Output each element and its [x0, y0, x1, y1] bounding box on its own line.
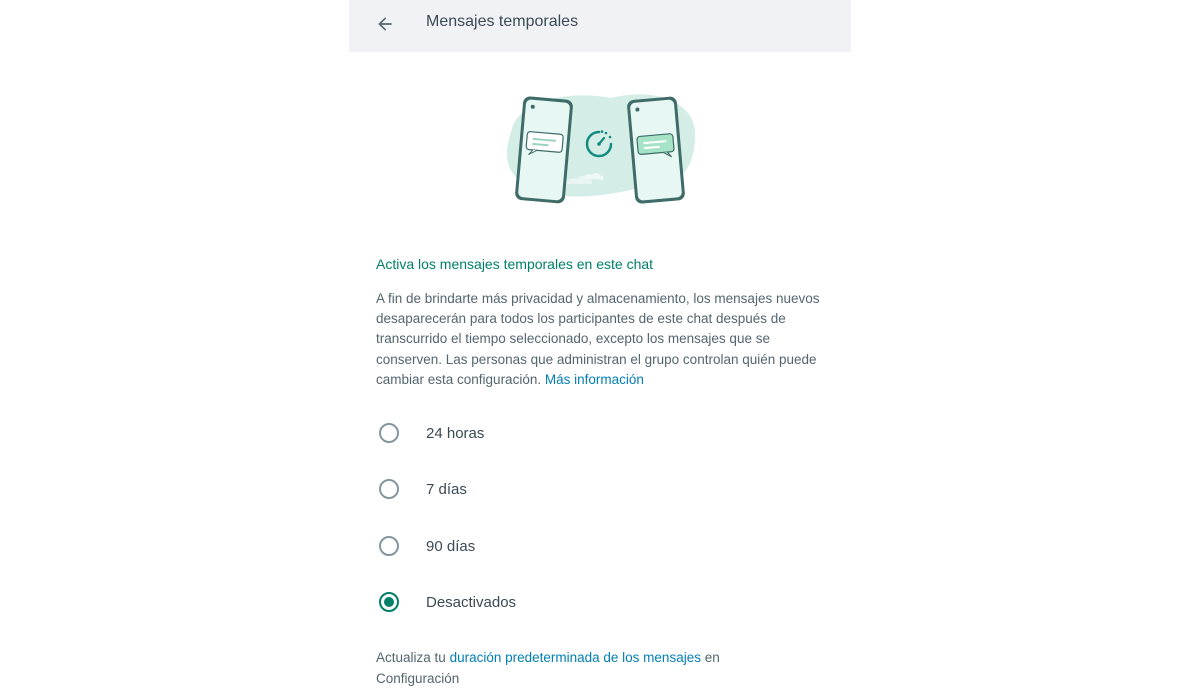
description-body: A fin de brindarte más privacidad y almacenamiento, los mensajes nuevos desaparecerán para todos los participantes de este chat después de transcurrido el tiempo seleccionado, excepto los mensajes que se conserven. Las personas que administran el grupo controlan quién puede cambiar esta configuración.: [376, 291, 820, 387]
page-title: Mensajes temporales: [426, 13, 579, 30]
option-label: Desactivados: [426, 593, 517, 611]
arrow-left-icon: [375, 14, 395, 34]
learn-more-link[interactable]: Más información: [544, 371, 644, 387]
option-label: 90 días: [426, 537, 476, 555]
radio-selected-dot: [384, 597, 394, 607]
disappearing-messages-illustration: [499, 92, 699, 210]
note-prefix: Actualiza tu: [376, 650, 446, 665]
radio-button[interactable]: [379, 536, 399, 556]
option-desactivados[interactable]: [379, 584, 819, 620]
back-button[interactable]: [371, 10, 399, 38]
option-label: 7 días: [426, 480, 467, 498]
section-subtitle: Activa los mensajes temporales en este chat: [376, 256, 654, 272]
disappearing-messages-panel: [349, 0, 851, 700]
radio-button[interactable]: [379, 423, 399, 443]
note-suffix: en Configuración: [376, 650, 720, 686]
option-label: 24 horas: [426, 424, 485, 442]
option-7-dias[interactable]: [379, 471, 819, 507]
default-duration-link[interactable]: duración predeterminada de los mensajes: [449, 650, 701, 665]
option-24-horas[interactable]: [379, 415, 819, 451]
description-text: [376, 289, 826, 390]
default-duration-note: [376, 647, 796, 689]
radio-button-selected[interactable]: [379, 592, 399, 612]
radio-button[interactable]: [379, 479, 399, 499]
option-90-dias[interactable]: [379, 528, 819, 564]
panel-header: [349, 0, 851, 52]
